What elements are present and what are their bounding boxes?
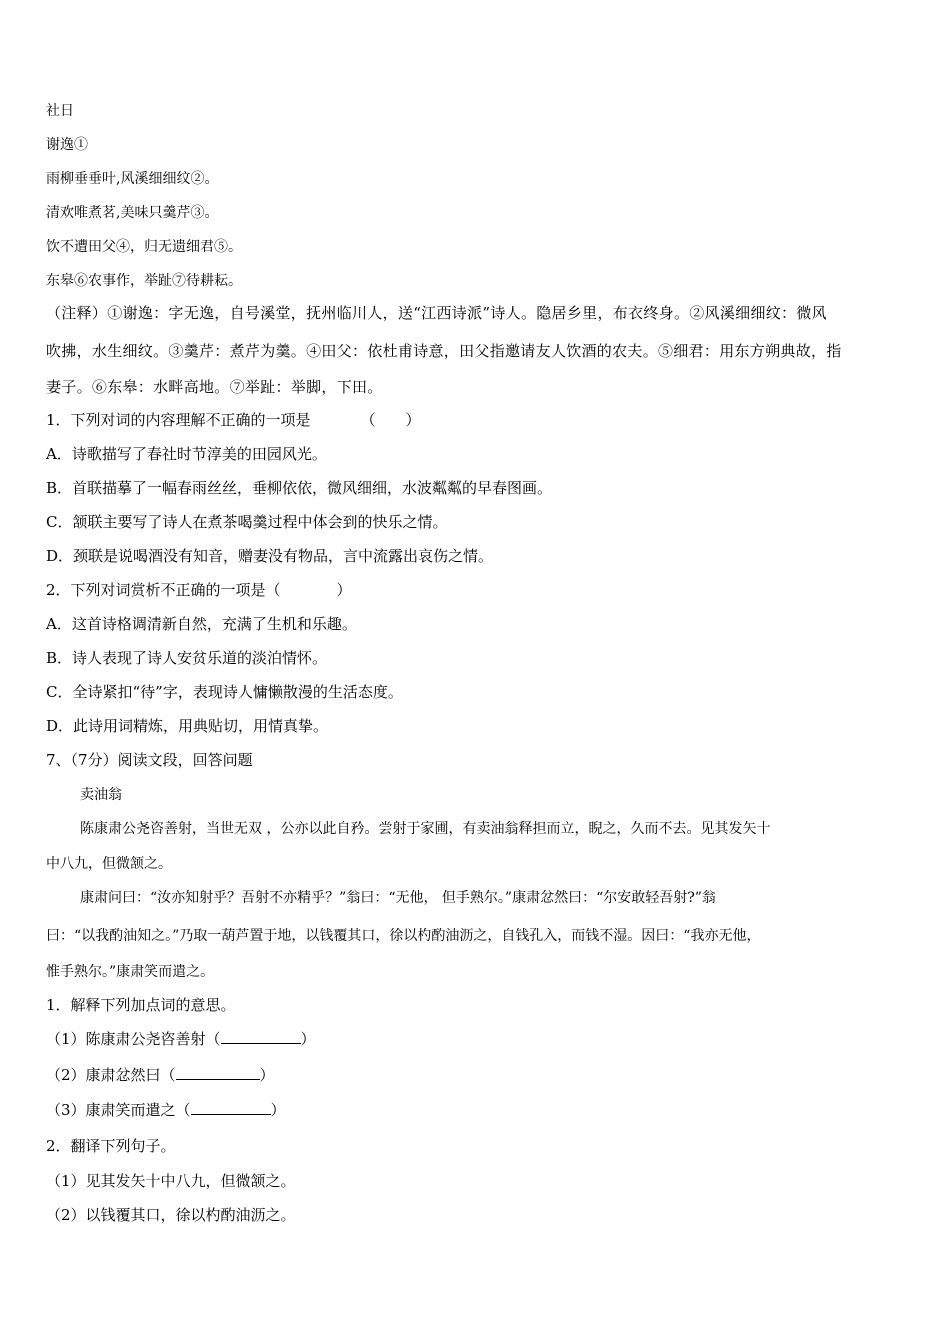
q2-option-d: D．此诗用词精炼，用典贴切，用情真挚。 — [46, 717, 329, 735]
q7-sub1-item-text: （2）康肃忿然曰（ — [46, 1066, 176, 1084]
poem-title: 社日 — [46, 103, 74, 119]
q1-option-c: C．颔联主要写了诗人在煮茶喝羹过程中体会到的快乐之情。 — [46, 513, 448, 531]
q2-stem-text: 2．下列对词赏析不正确的一项是（ — [46, 581, 281, 599]
q1-answer-paren: （ ） — [360, 411, 421, 429]
q7-passage-line: 中八九，但微颔之。 — [46, 856, 172, 872]
q7-sub1-item-text: （3）康肃笑而遣之（ — [46, 1101, 191, 1119]
poem-line: 东皋⑥农事作，举趾⑦待耕耘。 — [46, 273, 242, 289]
q1-stem — [46, 410, 421, 430]
answer-blank[interactable] — [176, 1065, 260, 1080]
q7-passage-line: 曰：“以我酌油知之。”乃取一葫芦置于地，以钱覆其口，徐以杓酌油沥之，自钱孔入，而钱不湿。因曰：“我亦无他， — [46, 928, 761, 944]
q7-sub1-stem: 1．解释下列加点词的意思。 — [46, 996, 236, 1014]
answer-blank[interactable] — [191, 1100, 271, 1115]
poem-author: 谢逸① — [46, 137, 88, 153]
q1-option-d: D．颈联是说喝酒没有知音，赠妻没有物品，言中流露出哀伤之情。 — [46, 547, 494, 565]
poem-line: 饮不遭田父④，归无遗细君⑤。 — [46, 239, 242, 255]
q1-option-b: B．首联描摹了一幅春雨丝丝，垂柳依依，微风细细，水波粼粼的早春图画。 — [46, 479, 553, 497]
q7-sub1-item-text: （1）陈康肃公尧咨善射（ — [46, 1030, 221, 1048]
q7-passage-line: 陈康肃公尧咨善射，当世无双 ，公亦以此自矜。尝射于家圃，有卖油翁释担而立，睨之，久而不去。见其发矢十 — [80, 821, 771, 837]
notes-line: 吹拂，水生细纹。③羹芹：煮芹为羹。④田父：依杜甫诗意，田父指邀请友人饮酒的农夫。⑤细君：用东方朔典故，指 — [46, 342, 842, 360]
q7-sub2-stem: 2．翻译下列句子。 — [46, 1137, 176, 1155]
q2-option-c: C．全诗紧扣“待”字，表现诗人慵懒散漫的生活态度。 — [46, 683, 403, 701]
poem-line: 雨柳垂垂叶,风溪细细纹②。 — [46, 171, 219, 187]
q2-stem — [46, 580, 352, 600]
q2-option-a: A．这首诗格调清新自然，充满了生机和乐趣。 — [46, 615, 357, 633]
q7-sub1-item-close: ） — [270, 1101, 286, 1119]
q7-sub1-item-close: ） — [300, 1030, 316, 1048]
q1-option-a: A．诗歌描写了春社时节淳美的田园风光。 — [46, 445, 327, 463]
q7-sub1-item — [46, 1029, 316, 1049]
q1-stem-text: 1．下列对词的内容理解不正确的一项是 — [46, 411, 311, 429]
answer-blank[interactable] — [221, 1029, 301, 1044]
notes-line: 妻子。⑥东皋：水畔高地。⑦举趾：举脚，下田。 — [46, 378, 383, 396]
q7-passage-line: 惟手熟尔。”康肃笑而遣之。 — [46, 964, 215, 980]
q2-paren-close: ） — [336, 581, 352, 599]
q7-sub2-item: （2）以钱覆其口，徐以杓酌油沥之。 — [46, 1206, 296, 1224]
q7-passage-title: 卖油翁 — [80, 787, 122, 803]
q7-sub1-item — [46, 1100, 286, 1120]
q7-heading: 7、（7分）阅读文段，回答问题 — [46, 751, 253, 769]
notes-line: （注释）①谢逸：字无逸，自号溪堂，抚州临川人，送“江西诗派”诗人。隐居乡里，布衣终身。②风溪细细纹：微风 — [46, 304, 827, 322]
q2-option-b: B．诗人表现了诗人安贫乐道的淡泊情怀。 — [46, 649, 328, 667]
q7-sub1-item-close: ） — [259, 1066, 275, 1084]
q7-sub2-item: （1）见其发矢十中八九，但微颔之。 — [46, 1172, 296, 1190]
poem-line: 清欢唯煮茗,美味只羹芹③。 — [46, 205, 219, 221]
q7-sub1-item — [46, 1065, 275, 1085]
q7-passage-line: 康肃问曰：“汝亦知射乎？吾射不亦精乎？”翁曰：“无他， 但手熟尔。”康肃忿然曰：“尔安敢轻吾射?”翁 — [80, 890, 716, 906]
